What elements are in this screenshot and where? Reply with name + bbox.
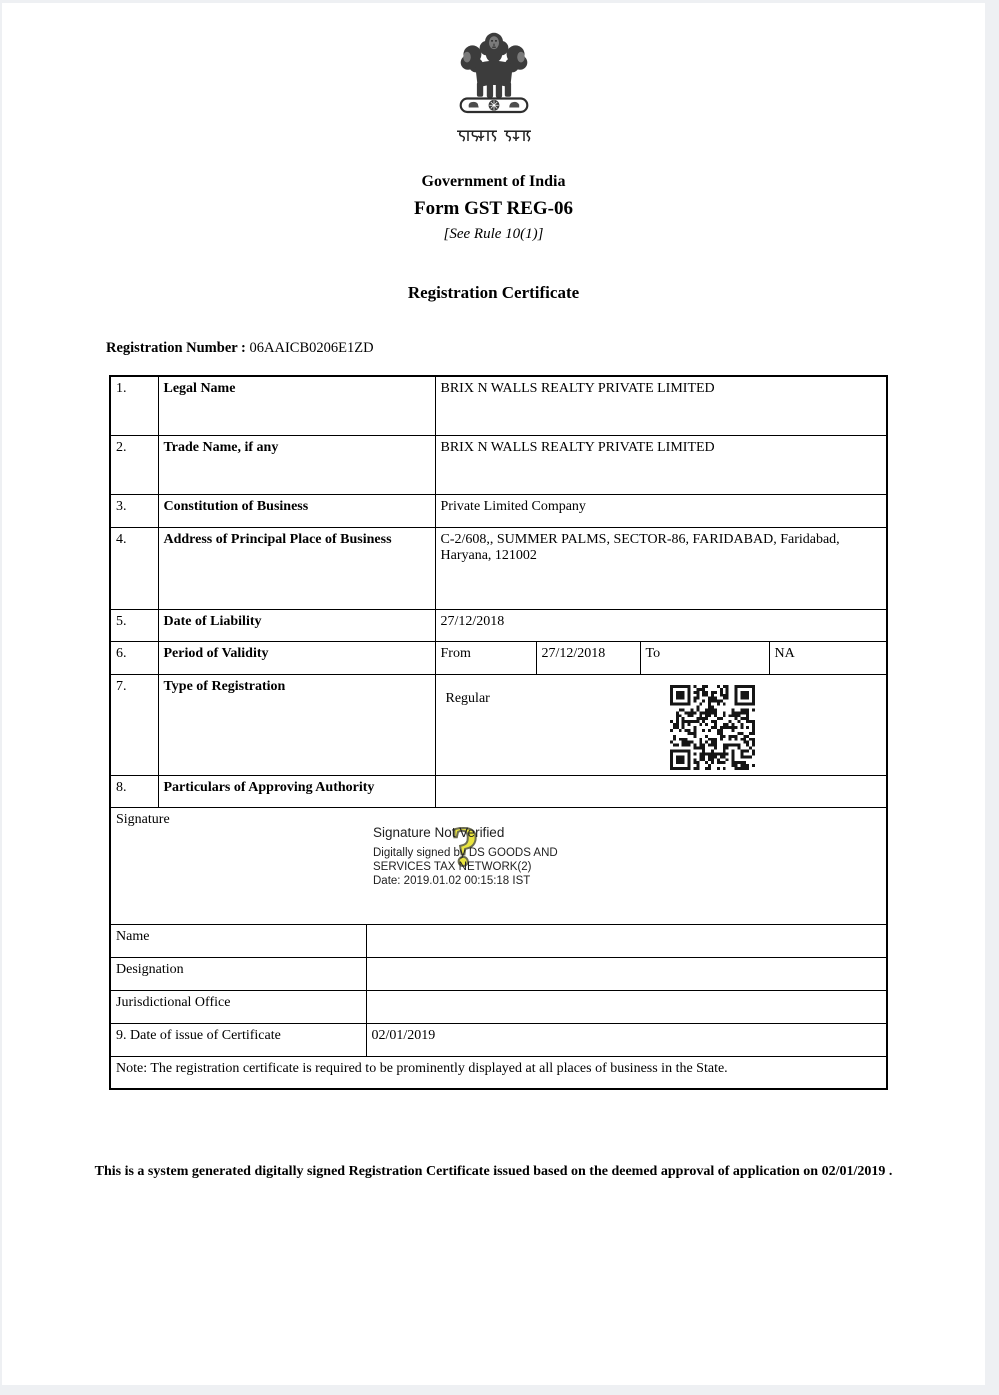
table-row <box>110 494 887 527</box>
row-serial: 6. <box>110 641 158 674</box>
emblem-block <box>2 3 985 149</box>
digital-signature-stamp <box>373 815 633 888</box>
registration-number-label: Registration Number : <box>106 340 246 356</box>
officer-name-value <box>366 924 887 957</box>
registration-number-line <box>106 340 985 357</box>
row-label: Trade Name, if any <box>158 435 435 494</box>
officer-designation-label: Designation <box>110 957 366 990</box>
validity-to-value: NA <box>769 641 887 674</box>
table-row <box>110 1023 887 1056</box>
stamp-signer-line2: SERVICES TAX NETWORK(2) <box>373 860 532 873</box>
footer-statement: This is a system generated digitally signed Registration Certificate issued based on the deemed approval of application on 02/01/2019 . <box>94 1164 893 1179</box>
note-row <box>110 1056 887 1089</box>
row-serial: 8. <box>110 775 158 807</box>
row-serial: 7. <box>110 674 158 775</box>
row-serial: 3. <box>110 494 158 527</box>
validity-to-label: To <box>640 641 769 674</box>
constitution-value: Private Limited Company <box>435 494 887 527</box>
address-value: C-2/608,, SUMMER PALMS, SECTOR-86, FARIDABAD, Faridabad, Haryana, 121002 <box>435 527 887 609</box>
signature-label: Signature <box>116 811 170 827</box>
table-row <box>110 990 887 1023</box>
stamp-signer-line1: Digitally signed by DS GOODS AND <box>373 846 558 859</box>
rule-reference: [See Rule 10(1)] <box>443 226 544 242</box>
question-mark-icon: ? <box>451 815 479 878</box>
row-label: Legal Name <box>158 376 435 435</box>
registration-number-value: 06AAICB0206E1ZD <box>249 340 374 356</box>
row-serial: 4. <box>110 527 158 609</box>
government-title: Government of India <box>421 173 566 190</box>
row-label: Type of Registration <box>158 674 435 775</box>
officer-name-label: Name <box>110 924 366 957</box>
table-row <box>110 641 887 674</box>
table-row <box>110 435 887 494</box>
table-row <box>110 924 887 957</box>
jurisdictional-office-label: Jurisdictional Office <box>110 990 366 1023</box>
date-of-issue-value: 02/01/2019 <box>366 1023 887 1056</box>
signature-row <box>110 807 887 924</box>
row-label: Constitution of Business <box>158 494 435 527</box>
date-of-issue-label: 9. Date of issue of Certificate <box>110 1023 366 1056</box>
table-row <box>110 376 887 435</box>
row-label: Date of Liability <box>158 609 435 641</box>
qr-code <box>670 685 755 770</box>
row-serial: 2. <box>110 435 158 494</box>
certificate-page <box>2 3 985 1385</box>
validity-from-value: 27/12/2018 <box>536 641 640 674</box>
table-row <box>110 609 887 641</box>
date-of-liability-value: 27/12/2018 <box>435 609 887 641</box>
trade-name-value: BRIX N WALLS REALTY PRIVATE LIMITED <box>435 435 887 494</box>
note-text: Note: The registration certificate is required to be prominently displayed at all places of business in the State. <box>110 1056 887 1089</box>
certificate-title: Registration Certificate <box>407 283 580 302</box>
national-emblem-icon <box>449 30 539 122</box>
row-serial: 1. <box>110 376 158 435</box>
table-row <box>110 775 887 807</box>
row-label: Address of Principal Place of Business <box>158 527 435 609</box>
stamp-date: Date: 2019.01.02 00:15:18 IST <box>373 874 531 887</box>
table-row <box>110 527 887 609</box>
approving-authority-value <box>435 775 887 807</box>
form-title: Form GST REG-06 <box>413 198 574 219</box>
table-row <box>110 957 887 990</box>
row-serial: 5. <box>110 609 158 641</box>
validity-from-label: From <box>435 641 536 674</box>
certificate-table <box>109 375 888 1090</box>
officer-designation-value <box>366 957 887 990</box>
table-row <box>110 674 887 775</box>
jurisdictional-office-value <box>366 990 887 1023</box>
row-label: Period of Validity <box>158 641 435 674</box>
emblem-motto <box>2 129 985 149</box>
legal-name-value: BRIX N WALLS REALTY PRIVATE LIMITED <box>435 376 887 435</box>
stamp-status: Signature Not Verified <box>373 824 505 840</box>
row-label: Particulars of Approving Authority <box>158 775 435 807</box>
registration-type-cell <box>435 674 887 775</box>
registration-type-value: Regular <box>445 690 490 706</box>
signature-cell <box>110 807 887 924</box>
